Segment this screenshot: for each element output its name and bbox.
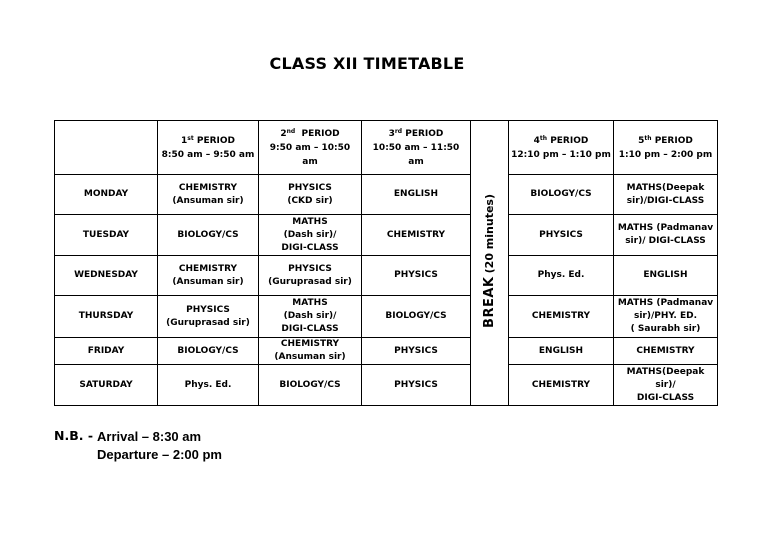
- class-cell: MATHS (Padmanav sir)/PHY. ED. ( Saurabh sir): [614, 296, 718, 338]
- class-cell: CHEMISTRY (Ansuman sir): [158, 175, 259, 215]
- day-label: TUESDAY: [55, 215, 158, 256]
- day-row: [55, 338, 718, 365]
- class-cell: ENGLISH: [614, 256, 718, 296]
- break-column: BREAK (20 minutes): [471, 121, 509, 406]
- day-row: [55, 175, 718, 215]
- class-cell: MATHS(Deepak sir)/ DIGI-CLASS: [614, 365, 718, 406]
- class-cell: BIOLOGY/CS: [362, 296, 471, 338]
- class-cell: CHEMISTRY: [509, 365, 614, 406]
- period-header: 3rd PERIOD 10:50 am – 11:50 am: [362, 121, 471, 175]
- day-row: [55, 365, 718, 406]
- class-cell: PHYSICS (Guruprasad sir): [158, 296, 259, 338]
- arrival-note: Arrival – 8:30 am: [97, 429, 202, 444]
- class-cell: PHYSICS (CKD sir): [259, 175, 362, 215]
- class-cell: BIOLOGY/CS: [259, 365, 362, 406]
- class-cell: BIOLOGY/CS: [158, 338, 259, 365]
- corner-cell: [55, 121, 158, 175]
- class-cell: CHEMISTRY (Ansuman sir): [158, 256, 259, 296]
- period-header: 2nd PERIOD 9:50 am – 10:50 am: [259, 121, 362, 175]
- class-cell: PHYSICS: [509, 215, 614, 256]
- note-prefix: N.B. -: [54, 428, 94, 443]
- header-row: [55, 121, 718, 175]
- class-cell: MATHS (Dash sir)/ DIGI-CLASS: [259, 215, 362, 256]
- day-label: THURSDAY: [55, 296, 158, 338]
- class-cell: ENGLISH: [362, 175, 471, 215]
- period-header: 5th PERIOD 1:10 pm – 2:00 pm: [614, 121, 718, 175]
- class-cell: BIOLOGY/CS: [509, 175, 614, 215]
- day-label: WEDNESDAY: [55, 256, 158, 296]
- class-cell: MATHS (Padmanav sir)/ DIGI-CLASS: [614, 215, 718, 256]
- period-header: 4th PERIOD 12:10 pm – 1:10 pm: [509, 121, 614, 175]
- class-cell: CHEMISTRY: [509, 296, 614, 338]
- class-cell: CHEMISTRY: [614, 338, 718, 365]
- class-cell: PHYSICS (Guruprasad sir): [259, 256, 362, 296]
- day-row: [55, 215, 718, 256]
- period-header: 1st PERIOD 8:50 am – 9:50 am: [158, 121, 259, 175]
- day-label: SATURDAY: [55, 365, 158, 406]
- class-cell: Phys. Ed.: [509, 256, 614, 296]
- class-cell: CHEMISTRY (Ansuman sir): [259, 338, 362, 365]
- class-cell: PHYSICS: [362, 365, 471, 406]
- day-row: [55, 256, 718, 296]
- day-label: FRIDAY: [55, 338, 158, 365]
- class-cell: ENGLISH: [509, 338, 614, 365]
- class-cell: PHYSICS: [362, 338, 471, 365]
- class-cell: CHEMISTRY: [362, 215, 471, 256]
- day-row: [55, 296, 718, 338]
- class-cell: MATHS(Deepak sir)/DIGI-CLASS: [614, 175, 718, 215]
- class-cell: Phys. Ed.: [158, 365, 259, 406]
- class-cell: PHYSICS: [362, 256, 471, 296]
- class-cell: BIOLOGY/CS: [158, 215, 259, 256]
- timetable: [54, 120, 718, 406]
- departure-note: Departure – 2:00 pm: [97, 447, 222, 462]
- class-cell: MATHS (Dash sir)/ DIGI-CLASS: [259, 296, 362, 338]
- page-title: CLASS XII TIMETABLE: [269, 54, 465, 73]
- day-label: MONDAY: [55, 175, 158, 215]
